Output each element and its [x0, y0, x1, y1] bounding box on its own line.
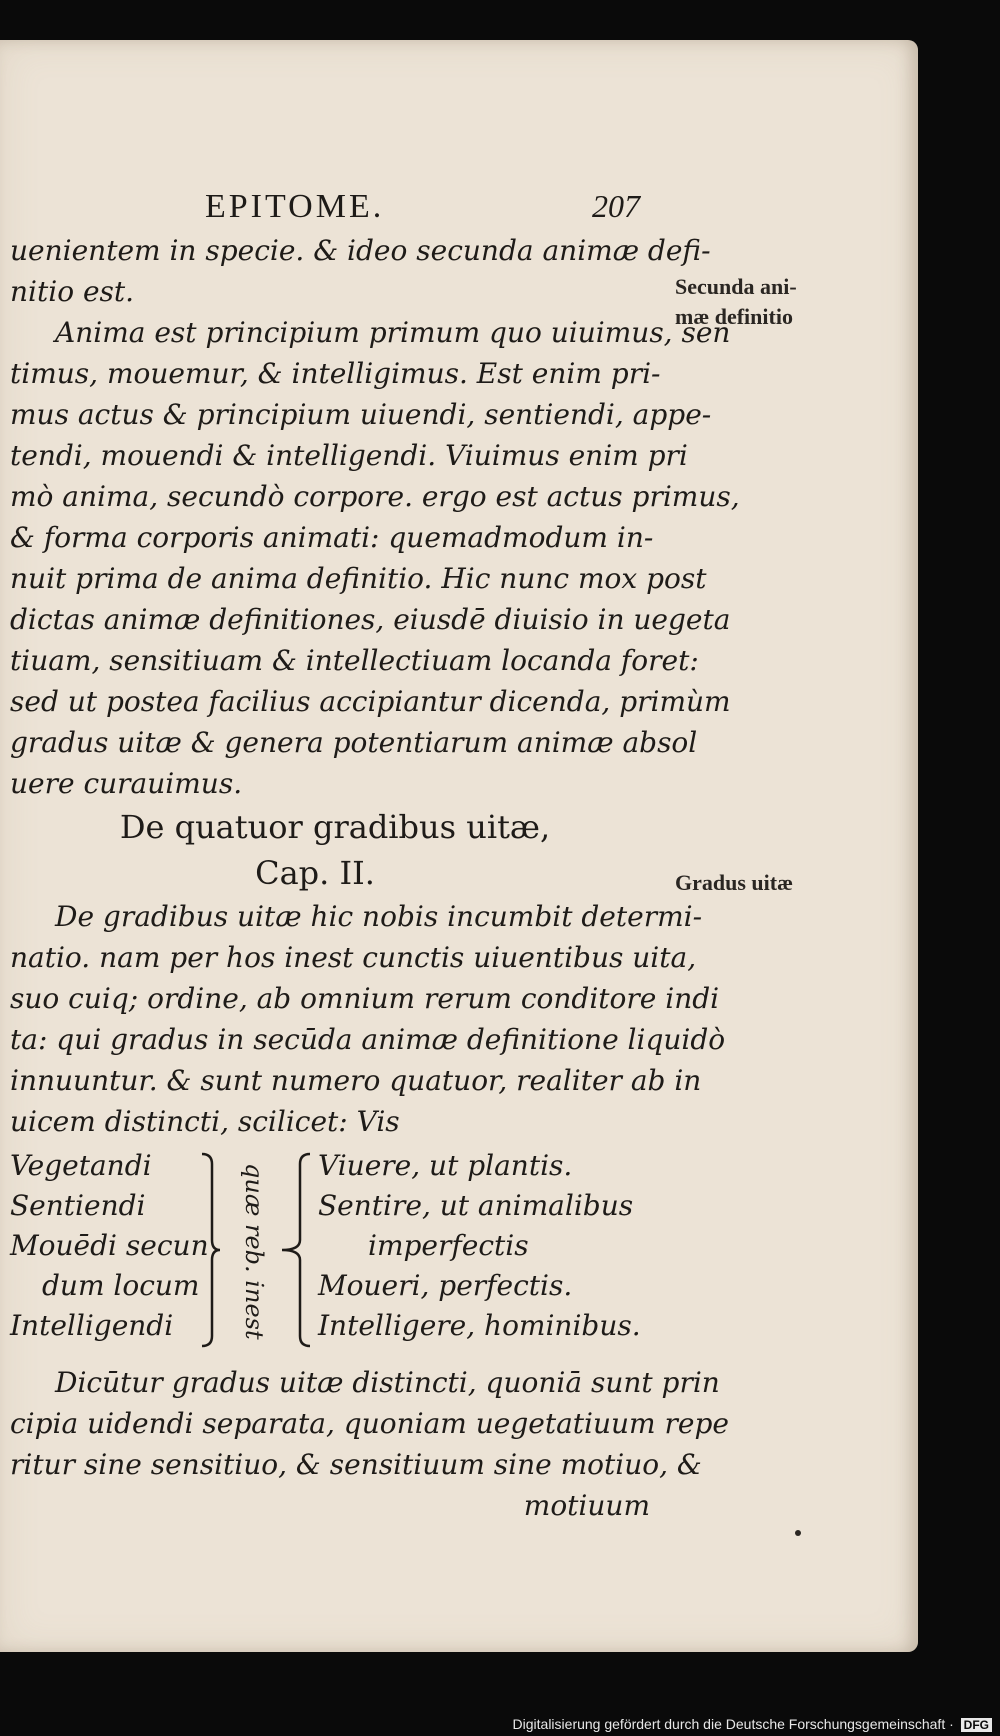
- dfg-logo: DFG: [961, 1718, 992, 1732]
- text-line: sed ut postea facilius accipiantur dicenda, primùm: [10, 685, 731, 718]
- ink-spot: [795, 1530, 801, 1536]
- diagram-left-item: Mouēdi secun: [10, 1229, 209, 1262]
- text-line: innuuntur. & sunt numero quatuor, realiter ab in: [10, 1064, 702, 1097]
- diagram-left-item: Vegetandi: [10, 1149, 152, 1182]
- text-line: uere curauimus.: [10, 767, 243, 800]
- diagram-right-item: imperfectis: [368, 1229, 529, 1262]
- diagram-left-item: Sentiendi: [10, 1189, 146, 1222]
- text-line: De gradibus uitæ hic nobis incumbit determi-: [55, 900, 703, 933]
- digitization-credit: [513, 1716, 992, 1732]
- margin-note-line: mæ definitio: [675, 304, 793, 329]
- text-line: mus actus & principium uiuendi, sentiendi, appe-: [10, 398, 712, 431]
- main-text: [10, 230, 740, 1526]
- diagram-left-item: Intelligendi: [10, 1309, 174, 1342]
- diagram-left-item: dum locum: [42, 1269, 200, 1302]
- chapter-number: Cap. II.: [255, 854, 375, 892]
- text-line: nitio est.: [10, 275, 135, 308]
- text-line: nuit prima de anima definitio. Hic nunc mox post: [10, 562, 707, 595]
- margin-note-line: Secunda ani-: [675, 274, 797, 299]
- book-page: [0, 40, 918, 1652]
- text-line: Anima est principium primum quo uiuimus, sen: [55, 316, 731, 349]
- chapter-heading: De quatuor gradibus uitæ,: [119, 808, 551, 846]
- diagram-left-column: [10, 1146, 209, 1346]
- diagram-right-item: Viuere, ut plantis.: [318, 1149, 573, 1182]
- text-line: tiuam, sensitiuam & intellectiuam locanda foret:: [10, 644, 699, 677]
- text-line: uenientem in specie. & ideo secunda animæ defi-: [10, 234, 711, 267]
- left-brace-icon: [278, 1150, 314, 1350]
- page-number: 207: [592, 188, 640, 224]
- text-line: suo cuiq; ordine, ab omnium rerum conditore indi: [10, 982, 720, 1015]
- text-line: timus, mouemur, & intelligimus. Est enim pri-: [10, 357, 661, 390]
- margin-note-gradus: [675, 868, 845, 898]
- text-line: tendi, mouendi & intelligendi. Viuimus enim pri: [10, 439, 688, 472]
- text-line: mò anima, secundò corpore. ergo est actus primus,: [10, 480, 740, 513]
- text-line: cipia uidendi separata, quoniam uegetatiuum repe: [10, 1407, 729, 1440]
- diagram-right-item: Intelligere, hominibus.: [318, 1309, 641, 1342]
- diagram-right-column: [318, 1146, 658, 1346]
- text-line: gradus uitæ & genera potentiarum animæ absol: [10, 726, 698, 759]
- running-title: EPITOME.: [205, 188, 385, 225]
- diagram-right-item: Moueri, perfectis.: [318, 1269, 573, 1302]
- diagram-right-item: Sentire, ut animalibus: [318, 1189, 634, 1222]
- right-brace-icon: [198, 1150, 222, 1350]
- text-line: & forma corporis animati: quemadmodum in-: [10, 521, 654, 554]
- text-line: natio. nam per hos inest cunctis uiuentibus uita,: [10, 941, 697, 974]
- credit-text: Digitalisierung gefördert durch die Deutsche Forschungsgemeinschaft ·: [512, 1716, 954, 1732]
- diagram-middle-label: quæ reb. inest: [240, 1162, 268, 1340]
- text-line: ta: qui gradus in secūda animæ definitione liquidò: [10, 1023, 726, 1056]
- gradus-diagram: [10, 1146, 660, 1358]
- text-line: Dicūtur gradus uitæ distincti, quoniā sunt prin: [55, 1366, 720, 1399]
- text-line: dictas animæ definitiones, eiusdē diuisio in uegeta: [10, 603, 731, 636]
- text-line: uicem distincti, scilicet: Vis: [10, 1105, 400, 1138]
- catchword: motiuum: [523, 1489, 650, 1522]
- page-header: [0, 148, 918, 228]
- text-line: ritur sine sensitiuo, & sensitiuum sine motiuo, &: [10, 1448, 702, 1481]
- margin-note-line: Gradus uitæ: [675, 870, 793, 895]
